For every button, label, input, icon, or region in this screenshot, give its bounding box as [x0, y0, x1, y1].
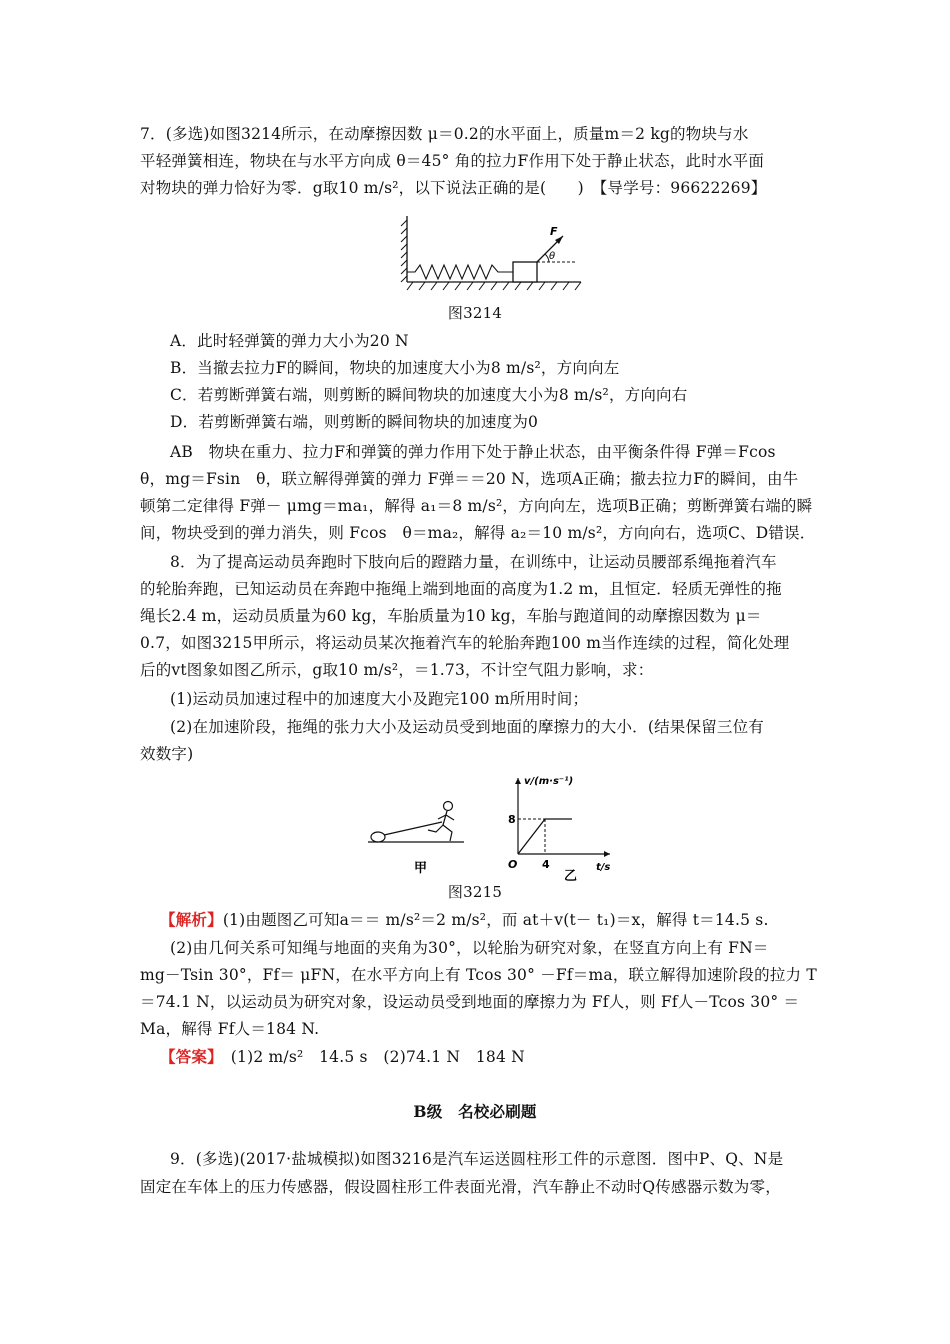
origin-label: O: [508, 858, 518, 871]
y-tick-label: 8: [508, 813, 516, 826]
x-tick-label: 4: [542, 858, 550, 871]
q8-solution-line-5: Ma，解得 Ff人＝184 N.: [140, 1020, 320, 1038]
block-shape: [513, 262, 537, 282]
force-label: F: [550, 225, 558, 238]
tire-shape: [371, 832, 385, 842]
figure-3214-spring-block: [395, 212, 595, 300]
q7-option-d: D．若剪断弹簧右端，则剪断的瞬间物块的加速度为0: [170, 413, 539, 431]
q7-analysis-line-4: 间，物块受到的弹力消失，则 Fcos θ＝ma₂，解得 a₂＝10 m/s²，方向向右，选项C、D错误．: [140, 524, 816, 542]
q7-line-1: 7．(多选)如图3214所示，在动摩擦因数 μ＝0.2的水平面上，质量m＝2 kg的物块与水: [140, 125, 749, 143]
q8-subquestion-2: (2)在加速阶段，拖绳的张力大小及运动员受到地面的摩擦力的大小．(结果保留三位有: [170, 718, 765, 736]
q7-line-3: 对物块的弹力恰好为零．g取10 m/s²，以下说法正确的是( ) 【导学号：96622269】: [140, 179, 767, 197]
solution-text-1: (1)由题图乙可知a＝＝ m/s²＝2 m/s²，而 at＋v(t－ t₁)＝x，解得 t＝14.5 s.: [222, 911, 769, 929]
angle-label: θ: [549, 251, 556, 262]
q7-option-c: C．若剪断弹簧右端，则剪断的瞬间物块的加速度大小为8 m/s²，方向向右: [170, 386, 688, 404]
q8-line-1: 8．为了提高运动员奔跑时下肢向后的蹬踏力量，在训练中，让运动员腰部系绳拖着汽车: [170, 553, 777, 571]
q7-analysis-line-2: θ，mg＝Fsin θ，联立解得弹簧的弹力 F弹＝＝20 N，选项A正确；撤去拉力F的瞬间，由牛: [140, 470, 799, 488]
figure-3214-caption: 图3214: [447, 304, 503, 322]
solution-tag: 【解析】: [160, 910, 223, 929]
figure-3215-caption: 图3215: [447, 883, 503, 901]
answer-tag: 【答案】: [160, 1047, 216, 1066]
figure-3215-vt-graph: [498, 770, 628, 882]
q9-line-1: 9．(多选)(2017·盐城模拟)如图3216是汽车运送圆柱形工件的示意图．图中P、Q、N是: [170, 1150, 784, 1168]
q8-line-3: 绳长2.4 m，运动员质量为60 kg，车胎质量为10 kg，车胎与跑道间的动摩擦因数为 μ＝: [140, 607, 762, 625]
figure-label-yi: 乙: [564, 869, 578, 882]
q7-option-a: A．此时轻弹簧的弹力大小为20 N: [170, 332, 409, 350]
answer-text: (1)2 m/s² 14.5 s (2)74.1 N 184 N: [230, 1048, 525, 1066]
q8-subquestion-2-cont: 效数字): [140, 745, 194, 763]
q9-line-2: 固定在车体上的压力传感器，假设圆柱形工件表面光滑，汽车静止不动时Q传感器示数为零，: [140, 1178, 781, 1196]
q8-solution-line-4: ＝74.1 N，以运动员为研究对象，设运动员受到地面的摩擦力为 Ff人，则 Ff人－Tcos 30° ＝: [140, 993, 800, 1011]
rope-shape: [384, 822, 442, 835]
spring-shape: [407, 265, 513, 279]
q8-solution-line-3: mg－Tsin 30°，Ff＝ μFN，在水平方向上有 Tcos 30° －Ff＝ma，联立解得加速阶段的拉力 T: [140, 966, 817, 984]
section-heading-b: B级 名校必刷题: [413, 1102, 537, 1121]
q7-line-2: 平轻弹簧相连，物块在与水平方向成 θ＝45° 角的拉力F作用下处于静止状态，此时水平面: [140, 152, 765, 170]
figure-3215-runner: [366, 800, 476, 880]
q7-option-b: B．当撤去拉力F的瞬间，物块的加速度大小为8 m/s²，方向向左: [170, 359, 620, 377]
x-axis-label: t/s: [596, 862, 611, 873]
q8-solution-line-1: [160, 909, 840, 931]
q7-analysis-line-3: 顿第二定律得 F弹－ μmg＝ma₁，解得 a₁＝8 m/s²，方向向左，选项B正确；剪断弹簧右端的瞬: [140, 497, 813, 515]
q8-line-2: 的轮胎奔跑，已知运动员在奔跑中拖绳上端到地面的高度为1.2 m，且恒定．轻质无弹性的拖: [140, 580, 782, 598]
q8-solution-line-2: (2)由几何关系可知绳与地面的夹角为30°，以轮胎为研究对象，在竖直方向上有 FN＝: [170, 939, 769, 957]
y-axis-label: v/(m·s⁻¹): [524, 776, 574, 787]
q8-subquestion-1: (1)运动员加速过程中的加速度大小及跑完100 m所用时间；: [170, 690, 589, 708]
q7-analysis-line-1: AB 物块在重力、拉力F和弹簧的弹力作用下处于静止状态，由平衡条件得 F弹＝Fcos: [170, 443, 776, 461]
figure-label-jia: 甲: [414, 861, 428, 876]
q8-line-4: 0.7，如图3215甲所示，将运动员某次拖着汽车的轮胎奔跑100 m当作连续的过程，简化处理: [140, 634, 790, 652]
q8-answer-line: [160, 1046, 840, 1068]
q8-line-5: 后的vt图象如图乙所示，g取10 m/s²，＝1.73，不计空气阻力影响，求：: [140, 661, 654, 679]
